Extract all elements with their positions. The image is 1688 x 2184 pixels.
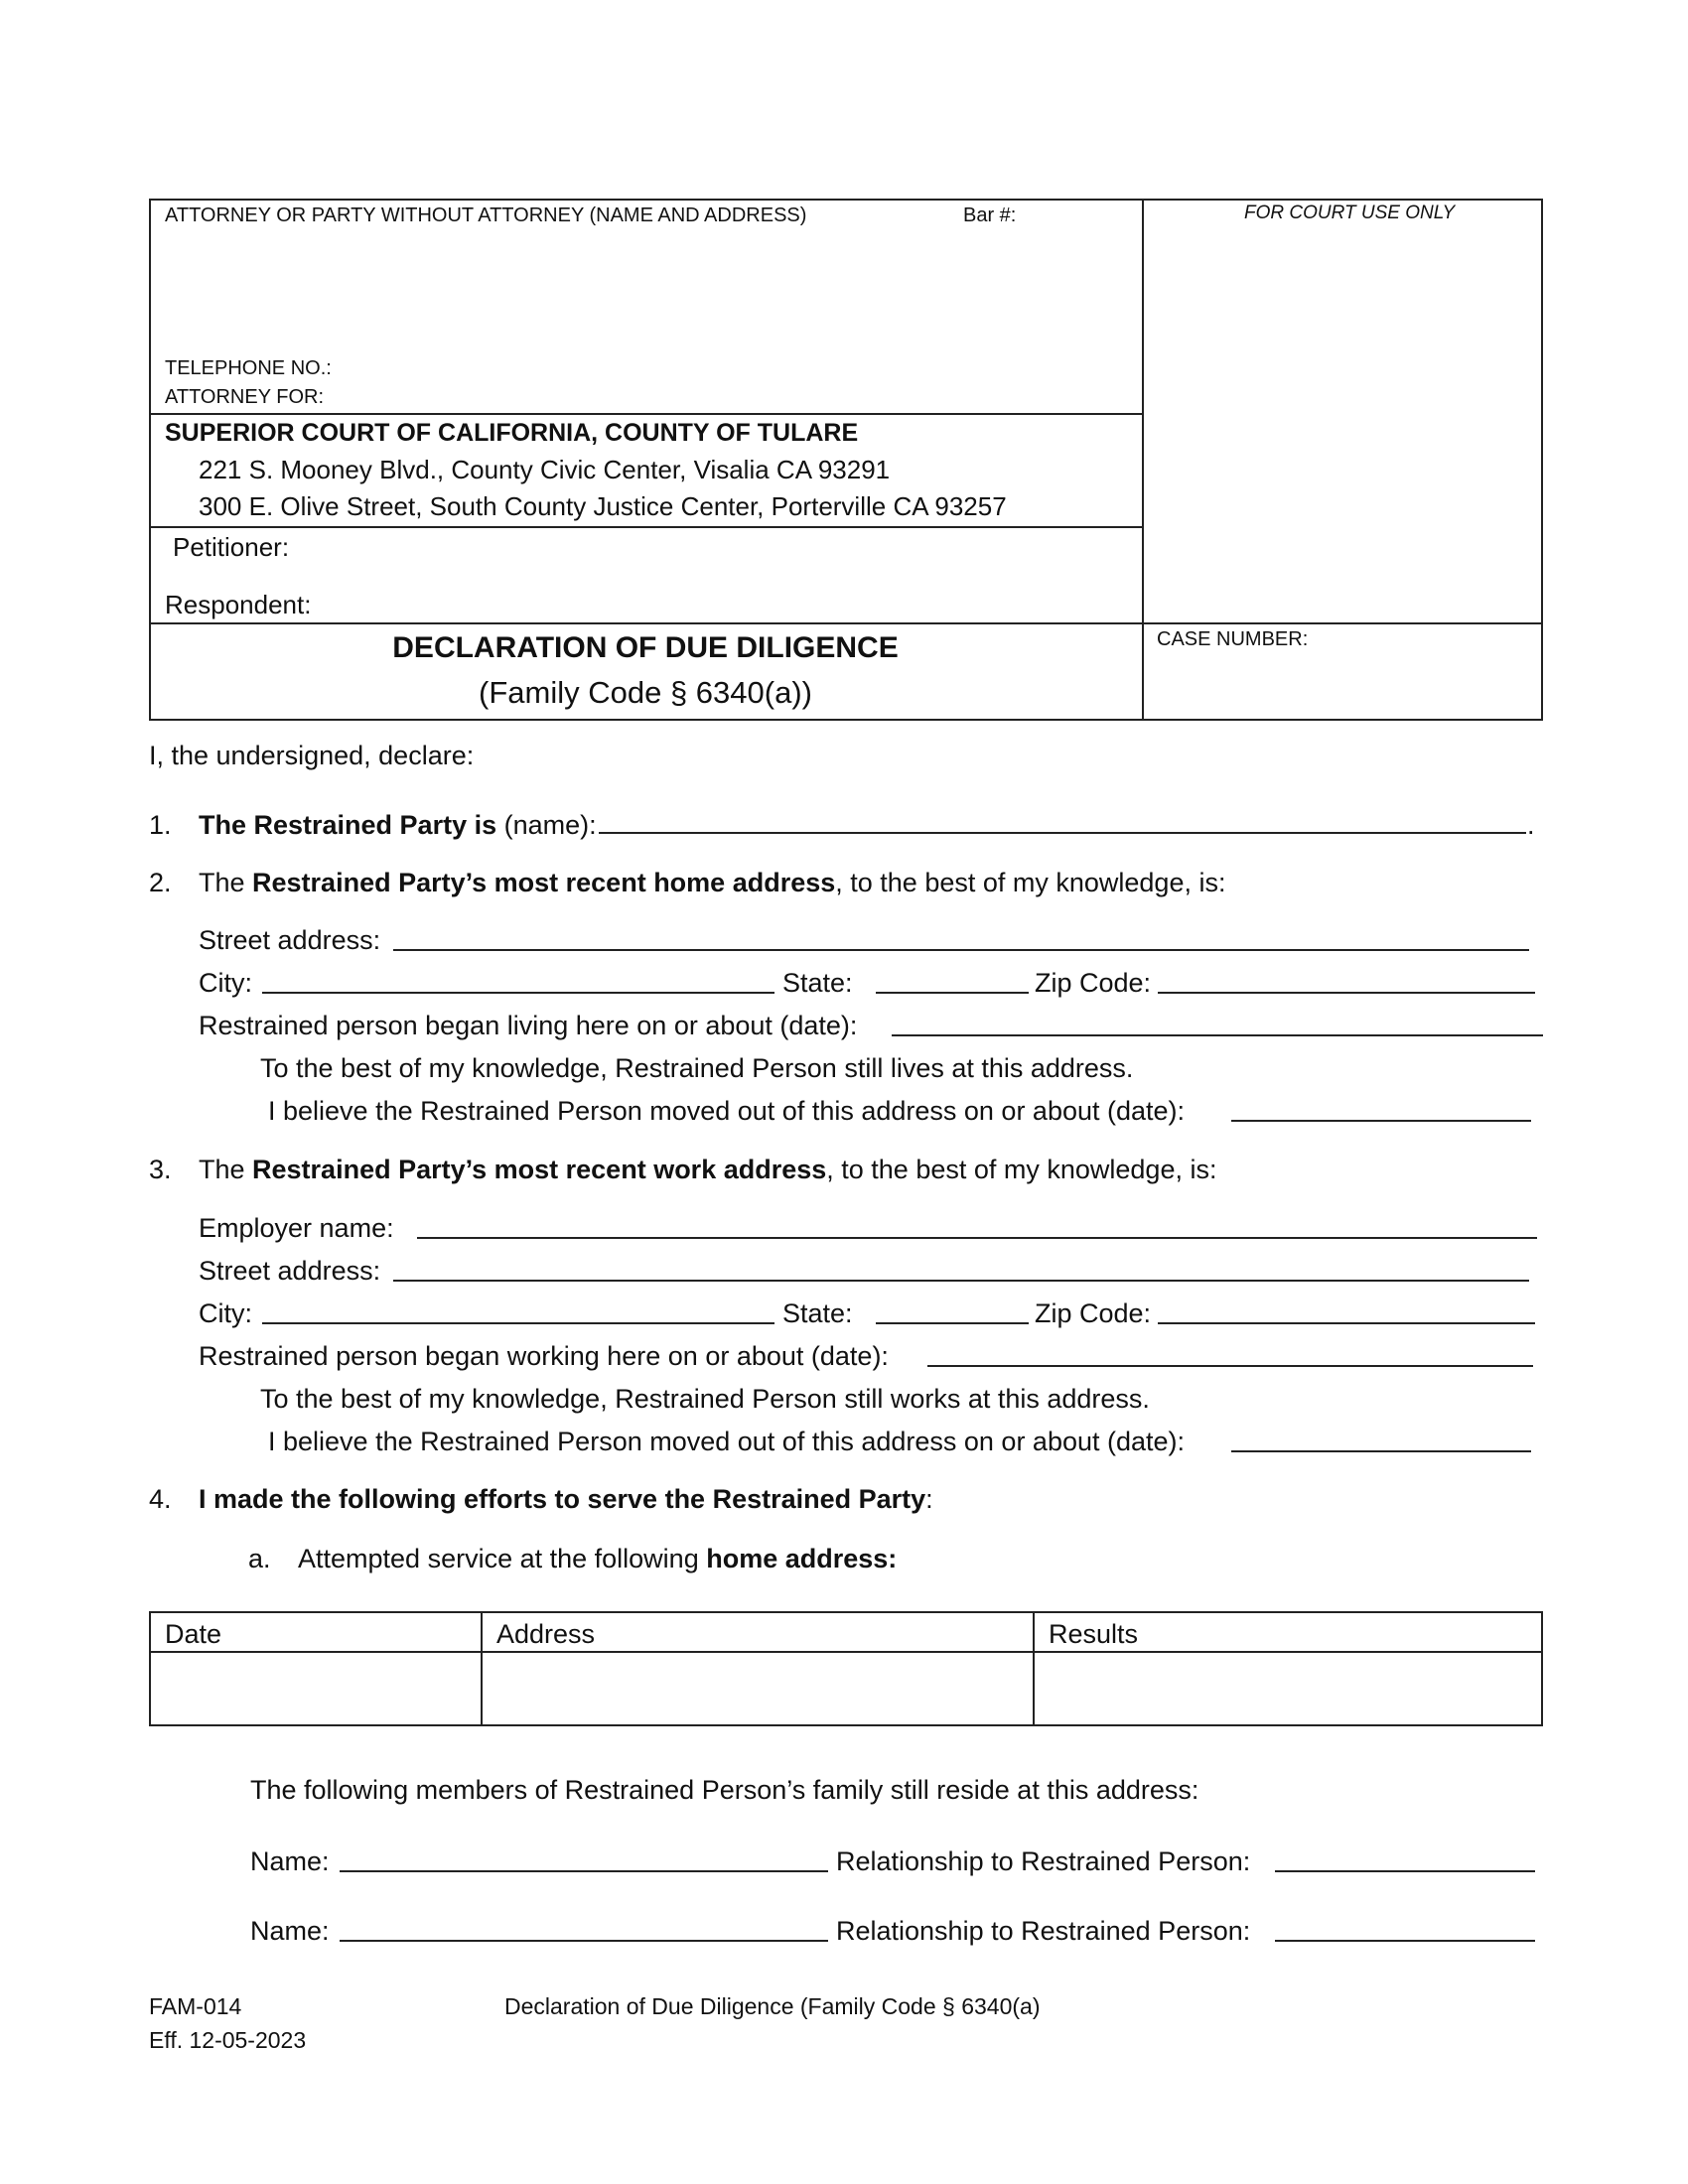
court-address-porterville: 300 E. Olive Street, South County Justice Center, Porterville CA 93257 — [199, 491, 1007, 521]
work-zip-field[interactable] — [1158, 1322, 1535, 1324]
home-still-lives-text: To the best of my knowledge, Restrained Person still lives at this address. — [260, 1053, 1134, 1083]
work-city-label: City: — [199, 1298, 252, 1328]
item-2-number: 2. — [149, 868, 172, 897]
work-street-field[interactable] — [393, 1280, 1529, 1282]
table-header-results-cell — [1033, 1611, 1543, 1653]
home-moved-text: I believe the Restrained Person moved out of this address on or about (date): — [268, 1096, 1186, 1126]
item-3-number: 3. — [149, 1155, 172, 1184]
case-number-label: CASE NUMBER: — [1157, 628, 1309, 650]
work-street-label: Street address: — [199, 1256, 381, 1286]
item-2-text — [199, 870, 1225, 896]
intro-text: I, the undersigned, declare: — [149, 741, 475, 770]
family-name-field-1[interactable] — [340, 1870, 828, 1872]
work-began-date-field[interactable] — [927, 1365, 1533, 1367]
home-began-label: Restrained person began living here on or about (date): — [199, 1011, 858, 1040]
item-3-bold: Restrained Party’s most recent work address — [252, 1155, 827, 1184]
item-4-rest: : — [925, 1484, 933, 1514]
work-still-works-text: To the best of my knowledge, Restrained Person still works at this address. — [260, 1384, 1150, 1414]
family-name-label-2: Name: — [250, 1916, 330, 1946]
home-zip-field[interactable] — [1158, 992, 1535, 994]
work-moved-text: I believe the Restrained Person moved out of this address on or about (date): — [268, 1427, 1186, 1456]
item-4a-bold: home address: — [706, 1544, 898, 1573]
table-header-address: Address — [496, 1619, 596, 1649]
court-address-visalia: 221 S. Mooney Blvd., County Civic Center, Visalia CA 93291 — [199, 455, 891, 484]
work-city-field[interactable] — [262, 1322, 774, 1324]
home-city-label: City: — [199, 968, 252, 998]
table-header-date-cell — [149, 1611, 483, 1653]
home-street-label: Street address: — [199, 925, 381, 955]
title-section-divider — [149, 622, 1543, 624]
item-4-number: 4. — [149, 1484, 172, 1514]
court-use-area — [1148, 230, 1537, 617]
family-name-label-1: Name: — [250, 1846, 330, 1876]
work-state-label: State: — [782, 1298, 853, 1328]
form-title: DECLARATION OF DUE DILIGENCE — [392, 631, 899, 664]
attorney-for-label: ATTORNEY FOR: — [165, 386, 325, 408]
home-state-label: State: — [782, 968, 853, 998]
item-4-text — [199, 1486, 933, 1513]
court-use-label: FOR COURT USE ONLY — [1244, 203, 1456, 223]
item-1-bold: The Restrained Party is — [199, 810, 497, 840]
item-1-rest: (name): — [496, 810, 597, 840]
item-1-number: 1. — [149, 810, 172, 840]
item-4a-plain: Attempted service at the following — [298, 1544, 707, 1573]
family-relationship-field-2[interactable] — [1275, 1940, 1535, 1942]
footer-form-id: FAM-014 — [149, 1993, 242, 2019]
family-relationship-label-2: Relationship to Restrained Person: — [836, 1916, 1251, 1946]
respondent-label: Respondent: — [165, 590, 312, 619]
item-2-pre: The — [199, 868, 253, 897]
home-city-field[interactable] — [262, 992, 774, 994]
work-state-field[interactable] — [876, 1322, 1029, 1324]
home-moved-date-field[interactable] — [1231, 1120, 1531, 1122]
attorney-label: ATTORNEY OR PARTY WITHOUT ATTORNEY (NAME AND ADDRESS) — [165, 205, 807, 226]
table-header-date: Date — [165, 1619, 222, 1649]
attorney-name-address-field[interactable] — [159, 230, 1132, 349]
telephone-label: TELEPHONE NO.: — [165, 357, 332, 379]
table-cell-date[interactable] — [149, 1651, 483, 1726]
table-cell-address[interactable] — [481, 1651, 1035, 1726]
table-header-address-cell — [481, 1611, 1035, 1653]
service-attempts-table — [149, 1611, 1543, 1726]
court-section-divider — [149, 526, 1144, 528]
home-zip-label: Zip Code: — [1035, 968, 1152, 998]
item-1-period: . — [1527, 810, 1535, 840]
item-4a-text — [298, 1546, 897, 1572]
item-2-rest: , to the best of my knowledge, is: — [835, 868, 1226, 897]
work-began-label: Restrained person began working here on or about (date): — [199, 1341, 889, 1371]
employer-label: Employer name: — [199, 1213, 394, 1243]
attorney-section-divider — [149, 413, 1144, 415]
form-subtitle: (Family Code § 6340(a)) — [479, 675, 812, 710]
table-cell-results[interactable] — [1033, 1651, 1543, 1726]
bar-number-label: Bar #: — [963, 205, 1017, 226]
court-name: SUPERIOR COURT OF CALIFORNIA, COUNTY OF TULARE — [165, 419, 859, 447]
item-4a-letter: a. — [248, 1544, 271, 1573]
item-2-bold: Restrained Party’s most recent home address — [252, 868, 836, 897]
restrained-name-field[interactable] — [599, 832, 1526, 834]
family-relationship-field-1[interactable] — [1275, 1870, 1535, 1872]
footer-effective-date: Eff. 12-05-2023 — [149, 2027, 307, 2053]
family-relationship-label-1: Relationship to Restrained Person: — [836, 1846, 1251, 1876]
home-street-field[interactable] — [393, 949, 1529, 951]
item-3-text — [199, 1157, 1216, 1183]
item-3-rest: , to the best of my knowledge, is: — [826, 1155, 1217, 1184]
home-began-date-field[interactable] — [892, 1034, 1543, 1036]
employer-field[interactable] — [417, 1237, 1537, 1239]
petitioner-label: Petitioner: — [173, 532, 290, 562]
table-header-results: Results — [1049, 1619, 1139, 1649]
family-members-text: The following members of Restrained Person’s family still reside at this address: — [250, 1775, 1199, 1805]
footer-form-title: Declaration of Due Diligence (Family Code § 6340(a) — [504, 1993, 1041, 2019]
work-zip-label: Zip Code: — [1035, 1298, 1152, 1328]
work-moved-date-field[interactable] — [1231, 1450, 1531, 1452]
family-name-field-2[interactable] — [340, 1940, 828, 1942]
case-number-field[interactable] — [1152, 655, 1535, 715]
caption-vertical-divider — [1142, 199, 1144, 721]
item-4-bold: I made the following efforts to serve the Restrained Party — [199, 1484, 926, 1514]
home-state-field[interactable] — [876, 992, 1029, 994]
item-1-text — [199, 812, 597, 839]
item-3-pre: The — [199, 1155, 253, 1184]
